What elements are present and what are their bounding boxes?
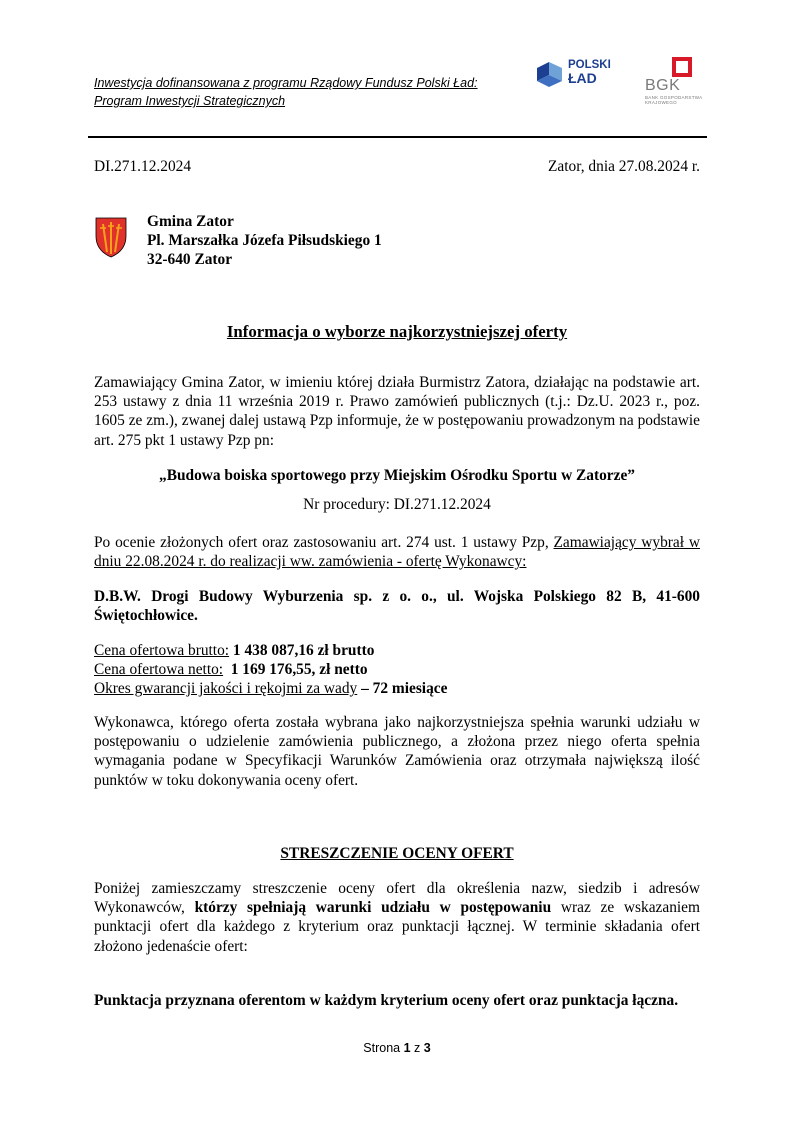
funding-note-line2: Program Inwestycji Strategicznych — [94, 94, 286, 108]
summary-paragraph — [94, 879, 700, 956]
logo-bgk-text: BGK — [645, 77, 681, 94]
gross-price-row — [94, 641, 447, 660]
header-divider — [88, 136, 707, 138]
footer-prefix: Strona — [363, 1041, 404, 1055]
zator-coat-of-arms-icon — [94, 216, 128, 258]
footer-total-pages: 3 — [423, 1041, 431, 1055]
summary-bold: którzy spełniają warunki udziału w postępowaniu — [184, 899, 552, 917]
bgk-subtext-line1: BANK GOSPODARSTWA — [645, 95, 703, 100]
sender-city: 32-640 Zator — [147, 251, 233, 268]
bgk-subtext — [645, 95, 702, 105]
selection-decision: Zamawiający wybrał w dniu 22.08.2024 r. do realizacji ww. zamówienia - ofertę Wykonawcy: — [94, 534, 700, 571]
summary-part1: Poniżej zamieszczamy streszczenie oceny ofert dla określenia nazw, siedzib i adresów Wykonawców, — [94, 880, 700, 917]
page-footer — [0, 1041, 794, 1055]
gross-price-value: 1 438 087,16 zł brutto — [232, 642, 375, 659]
points-heading: Punktacja przyznana oferentom w każdym kryterium oceny ofert oraz punktacja łączna. — [94, 992, 679, 1009]
warranty-row — [94, 679, 447, 698]
funding-note — [94, 74, 478, 110]
sender-name: Gmina Zator — [147, 213, 234, 230]
polski-lad-emblem-icon — [534, 58, 566, 90]
bgk-logo — [640, 57, 710, 109]
warranty-value: – 72 miesiące — [357, 680, 448, 698]
net-price-value: 1 169 176,55, zł netto — [223, 661, 368, 679]
sender-address — [147, 212, 382, 269]
selection-paragraph — [94, 533, 700, 571]
warranty-label: Okres gwarancji jakości i rękojmi za wady — [94, 680, 358, 698]
contractor: D.B.W. Drogi Budowy Wyburzenia sp. z o. o., ul. Wojska Polskiego 82 B, 41-600 Świętochłowice. — [94, 588, 700, 625]
polski-lad-text — [568, 59, 611, 85]
logo-polski-text: POLSKI — [568, 59, 611, 71]
logo-lad-text: ŁAD — [568, 70, 597, 86]
funding-note-line1: Inwestycja dofinansowana z programu Rządowy Fundusz Polski Ład: — [94, 76, 478, 90]
reference-number: DI.271.12.2024 — [94, 158, 192, 175]
summary-heading: STRESZCZENIE OCENY OFERT — [280, 845, 514, 862]
footer-page-number: 1 — [403, 1041, 411, 1055]
gross-price-label: Cena ofertowa brutto: — [94, 642, 230, 659]
intro-paragraph: Zamawiający Gmina Zator, w imieniu której działa Burmistrz Zatora, działając na podstawie art. 253 ustawy z dnia 11 września 2019 r. Prawo zamówień publicznych (t.j.: Dz.U. 2023 r., poz. 1605 ze zm.), zwanej dalej ustawą Pzp informuje, że w postępowaniu prowadzonym na podstawie art. 275 pkt 1 ustawy Pzp pn: — [94, 374, 700, 449]
net-price-label: Cena ofertowa netto: — [94, 661, 224, 679]
summary-part2: wraz ze wskazaniem punktacji ofert dla każdego z kryterium oraz punktacji łącznej. W terminie składania ofert złożono jedenaście ofert: — [94, 899, 700, 955]
bgk-square-icon — [672, 57, 692, 77]
net-price-row — [94, 660, 447, 679]
justification-paragraph: Wykonawca, którego oferta została wybrana jako najkorzystniejsza spełnia warunki udziału w postępowaniu o udzielenie zamówienia publicznego, a złożona przez niego oferta spełnia wymagania podane w Specyfikacji Warunków Zamówienia oraz otrzymała największą ilość punktów w toku dokonywania oceny ofert. — [94, 714, 700, 789]
sender-street: Pl. Marszałka Józefa Piłsudskiego 1 — [147, 232, 382, 249]
offer-details — [94, 641, 447, 699]
place-date: Zator, dnia 27.08.2024 r. — [548, 158, 700, 175]
page-title: Informacja o wyborze najkorzystniejszej oferty — [226, 322, 568, 341]
procedure-number: Nr procedury: DI.271.12.2024 — [303, 496, 491, 513]
project-name: „Budowa boiska sportowego przy Miejskim Ośrodku Sportu w Zatorze” — [159, 467, 635, 484]
coat-of-arms — [94, 216, 128, 258]
bgk-subtext-line2: KRAJOWEGO — [645, 100, 677, 105]
selection-lead: Po ocenie złożonych ofert oraz zastosowaniu art. 274 ust. 1 ustawy Pzp, — [94, 534, 549, 551]
polski-lad-logo — [534, 58, 624, 90]
footer-middle: z — [410, 1041, 424, 1055]
